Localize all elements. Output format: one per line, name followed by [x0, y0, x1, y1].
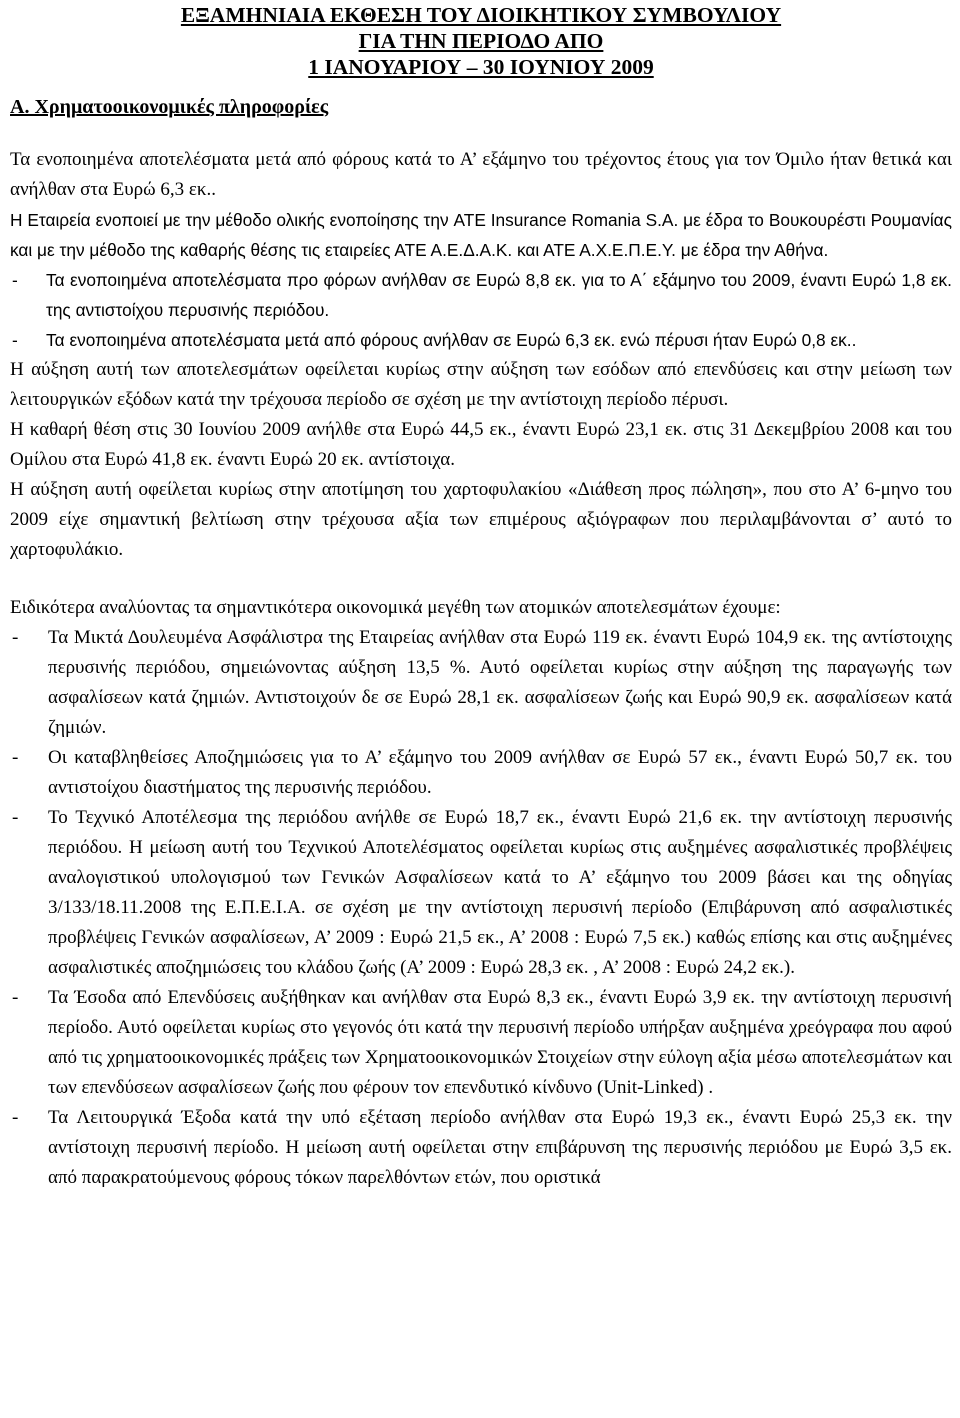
- title-line-1: ΕΞΑΜΗΝΙΑΙΑ ΕΚΘΕΣΗ ΤΟΥ ΔΙΟΙΚΗΤΙΚΟΥ ΣΥΜΒΟΥΛΙΟΥ: [180, 3, 782, 27]
- list-item: - Οι καταβληθείσες Αποζημιώσεις για το Α’ εξάμηνο του 2009 ανήλθαν σε Ευρώ 57 εκ., έναντι Ευρώ 50,7 εκ. του αντιστοίχου διαστήματος της περυσινής περιόδου.: [10, 743, 952, 803]
- portfolio-paragraph: Η αύξηση αυτή οφείλεται κυρίως στην αποτίμηση του χαρτοφυλακίου «Διάθεση προς πώληση», που στο Α’ 6-μηνο του 2009 είχε σημαντική βελτίωση στην τρέχουσα αξία των επιμέρους αξιόγραφων που περιλαμβάνονται σ’ αυτό το χαρτοφυλάκιο.: [10, 479, 952, 560]
- list-item: - Το Τεχνικό Αποτέλεσμα της περιόδου ανήλθε σε Ευρώ 18,7 εκ., έναντι Ευρώ 21,6 εκ. την αντίστοιχη περυσινής περιόδου. Η μείωση αυτή του Τεχνικού Αποτελέσματος οφείλεται κυρίως στις αυξημένες ασφαλιστικές προβλέψεις αναλογιστικού υπολογισμού των Γενικών Ασφαλίσεων κατά το Α’ εξάμηνο του 2009 βάσει και της οδηγίας 3/133/18.11.2008 της Ε.Π.Ε.Ι.Α. σε σχέση με την αντίστοιχη περυσινή περίοδο (Επιβάρυνση από ασφαλιστικές προβλέψεις Γενικών ασφαλίσεων, Α’ 2009 : Ευρώ 21,5 εκ., Α’ 2008 : Ευρώ 7,5 εκ.) καθώς επίσης και στις αυξημένες ασφαλιστικές αποζημιώσεις του κλάδου ζωής (Α’ 2009 : Ευρώ 28,3 εκ. , Α’ 2008 : Ευρώ 24,2 εκ.).: [10, 803, 952, 983]
- list-item: - Τα Έσοδα από Επενδύσεις αυξήθηκαν και ανήλθαν στα Ευρώ 8,3 εκ., έναντι Ευρώ 3,9 εκ. την αντίστοιχη περυσινή περίοδο. Αυτό οφείλεται κυρίως στο γεγονός ότι κατά την περυσινή περίοδο υπήρξαν αυξημένα χρεόγραφα που αφού από τις χρηματοοικονομικές πράξεις των Χρηματοοικονομικών Στοιχείων στην εύλογη αξία μέσω αποτελεσμάτων και των επενδύσεων ασφαλίσεων ζωής που φέρουν τον επενδυτικό κίνδυνο (Unit-Linked) .: [10, 983, 952, 1103]
- report-title: [10, 2, 952, 80]
- list-item: - Τα Μικτά Δουλευμένα Ασφάλιστρα της Εταιρείας ανήλθαν στα Ευρώ 119 εκ. έναντι Ευρώ 104,9 εκ. της αντίστοιχης περυσινής περιόδου, σημειώνοντας αύξηση 13,5 %. Αυτό οφείλεται κυρίως στην αύξηση της παραγωγής των ασφαλίσεων κατά ζημιών. Αντιστοιχούν δε σε Ευρώ 28,1 εκ. ασφαλίσεων ζωής και Ευρώ 90,9 εκ. ασφαλίσεων κατά ζημιών.: [10, 623, 952, 743]
- title-line-2: ΓΙΑ ΤΗΝ ΠΕΡΙΟΔΟ ΑΠΟ: [358, 29, 604, 53]
- consolidation-paragraph: Η Εταιρεία ενοποιεί με την μέθοδο ολικής ενοποίησης την ATE Insurance Romania S.A. με έδρα το Βουκουρέστι Ρουμανίας και με την μέθοδο της καθαρής θέσης τις εταιρείες ΑΤΕ Α.Ε.Δ.Α.Κ. και ΑΤΕ Α.Χ.Ε.Π.Ε.Υ. με έδρα την Αθήνα.: [10, 210, 952, 260]
- increase-paragraph: Η αύξηση αυτή των αποτελεσμάτων οφείλεται κυρίως στην αύξηση των εσόδων από επενδύσεις και στην μείωση των λειτουργικών εξόδων κατά την τρέχουσα περίοδο σε σχέση με την αντίστοιχη περίοδο πέρυσι.: [10, 359, 952, 410]
- details-intro: Ειδικότερα αναλύοντας τα σημαντικότερα οικονομικά μεγέθη των ατομικών αποτελεσμάτων έχουμε:: [10, 597, 781, 618]
- intro-paragraph: Τα ενοποιημένα αποτελέσματα μετά από φόρους κατά το Α’ εξάμηνο του τρέχοντος έτους για τον Όμιλο ήταν θετικά και ανήλθαν στα Ευρώ 6,3 εκ..: [10, 149, 952, 200]
- list-item: - Τα ενοποιημένα αποτελέσματα μετά από φόρους ανήλθαν σε Ευρώ 6,3 εκ. ενώ πέρυσι ήταν Ευρώ 0,8 εκ..: [10, 325, 952, 355]
- list-item: - Τα Λειτουργικά Έξοδα κατά την υπό εξέταση περίοδο ανήλθαν στα Ευρώ 19,3 εκ., έναντι Ευρώ 25,3 εκ. την αντίστοιχη περυσινή περίοδο. Η μείωση αυτή οφείλεται στην επιβάρυνση της περυσινής περιόδου με Ευρώ 3,5 εκ. από παρακρατούμενους φόρους τόκων παρελθόντων ετών, που οριστικά: [10, 1103, 952, 1193]
- title-line-3: 1 ΙΑΝΟΥΑΡΙΟΥ – 30 ΙΟΥΝΙΟΥ 2009: [308, 55, 654, 79]
- list-item: - Τα ενοποιημένα αποτελέσματα προ φόρων ανήλθαν σε Ευρώ 8,8 εκ. για το Α΄ εξάμηνο του 2009, έναντι Ευρώ 1,8 εκ. της αντιστοίχου περυσινής περιόδου.: [10, 265, 952, 325]
- net-position-paragraph: Η καθαρή θέση στις 30 Ιουνίου 2009 ανήλθε στα Ευρώ 44,5 εκ., έναντι Ευρώ 23,1 εκ. στις 31 Δεκεμβρίου 2008 και του Ομίλου στα Ευρώ 41,8 εκ. έναντι Ευρώ 20 εκ. αντίστοιχα.: [10, 419, 952, 470]
- section-a-heading: Α. Χρηματοοικονομικές πληροφορίες: [10, 96, 329, 118]
- consolidated-results-list: [10, 265, 952, 355]
- document-page: [10, 0, 952, 1193]
- details-list: [10, 623, 952, 1193]
